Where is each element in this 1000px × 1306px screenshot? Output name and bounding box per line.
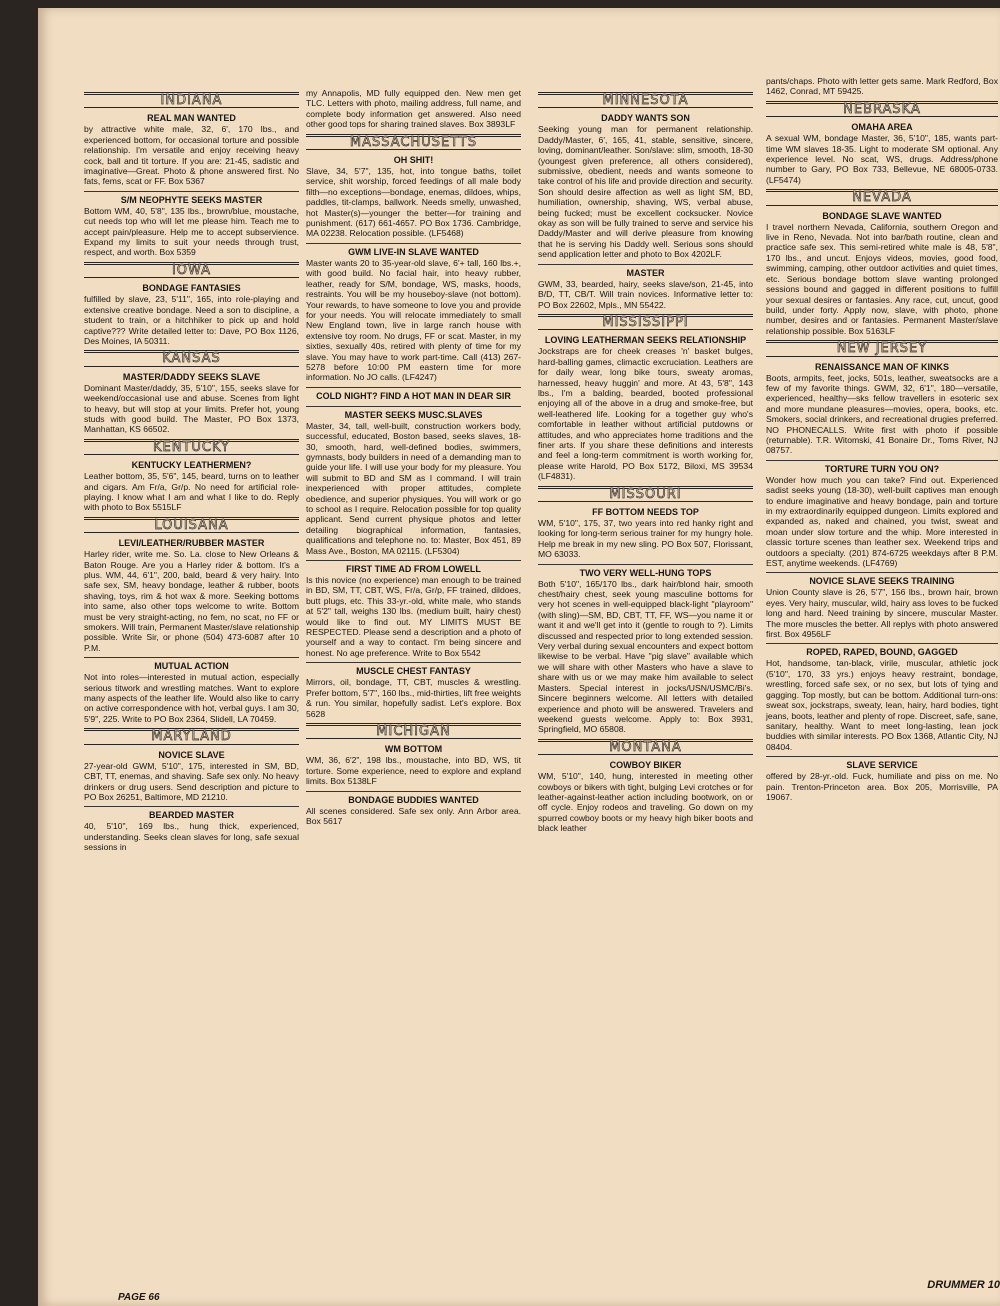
ad-title: SLAVE SERVICE bbox=[846, 760, 918, 771]
ad-separator bbox=[306, 791, 521, 792]
classified-ad bbox=[766, 211, 998, 336]
ad-title: S/M NEOPHYTE SEEKS MASTER bbox=[120, 194, 263, 205]
classified-ad bbox=[306, 391, 521, 402]
ad-title: LOVING LEATHERMAN SEEKS RELATIONSHIP bbox=[544, 335, 747, 346]
ad-body: Both 5'10", 165/170 lbs., dark hair/blond hair, smooth chest/hairy chest, seek young masculine bottoms for very hot scenes in well-equipped black-light "playroom" (with sling)—SM, BD, CBT, TT, FF, WS—you name it or want it and we'll get into it (gentle to rough to ?). Limits discussed and respected prior to long extended session. Very verbal during sexual encounters and expect bottom likewise to be verbal. Have "pig slave" available which we will share with other Masters who have a slave to share with us or we may make him available to select Masters. Special interest in jocks/USN/USMC/Bi's. Sincere beginners welcome. All letters with detailed experience and photo will be answered. Travelers and weekend guests welcome. Apply to: Box 3931, Springfield, MO 65808. bbox=[538, 578, 753, 735]
ad-body: Master, 34, tall, well-built, construction workers body, successful, educated, Boston based, seeks slaves, 18-30, smooth, hard, well-defined bodies, swimmers, gymnasts, body builders in need of a demanding man to guide your life. I will use your body for my pleasure. You will submit to BD and SM as I command. I will train inexperienced with proper attitudes, complete obedience, and superior physiques. You will work or go to school as I require. Relocation possible for top quality applicant. Send current physique photos and letter detailing biographical information, fantasies, qualifications and telephone no. to: Master, Box 451, 89 Mass Ave., Boston, MA 02115. (LF5304) bbox=[306, 420, 521, 556]
classified-ad bbox=[306, 666, 521, 719]
column-3 bbox=[538, 88, 753, 838]
state-heading: MISSISSIPPI bbox=[538, 314, 753, 330]
ad-separator bbox=[84, 657, 299, 658]
ad-title: MUSCLE CHEST FANTASY bbox=[356, 666, 471, 677]
ad-title: TORTURE TURN YOU ON? bbox=[824, 463, 940, 474]
ad-title: BEARDED MASTER bbox=[148, 810, 234, 821]
ad-separator bbox=[84, 806, 299, 807]
ad-body: Master wants 20 to 35-year-old slave, 6'+ tall, 160 lbs.+, with good build. No facial hair, into heavy rubber, leather, ready for S/M, bondage, WS, masks, hoods, restraints. You will be my houseboy-slave (not bottom). Your rewards, to have someone to love you and provide for your needs. You will relocate immediately to small New England town, live in large ranch house with extensive toy room. No drugs, FF or scat. Master, in my sixties, sexually 40s, retired with plenty of time for my slave. You may have to work part-time. Call (413) 267-5278 before 10:00 PM eastern time for more information. No JO calls. (LF4247) bbox=[306, 257, 521, 383]
classified-ad bbox=[306, 410, 521, 556]
state-heading: KANSAS bbox=[84, 350, 299, 366]
state-heading: MASSACHUSETTS bbox=[306, 134, 521, 150]
classified-ad bbox=[766, 647, 998, 752]
ad-title: LEVI/LEATHER/RUBBER MASTER bbox=[118, 538, 265, 549]
classified-ad bbox=[538, 507, 753, 560]
classified-ad bbox=[538, 335, 753, 481]
ad-title: OMAHA AREA bbox=[851, 122, 913, 133]
classified-ad bbox=[766, 362, 998, 456]
magazine-page bbox=[38, 8, 1000, 1306]
ad-separator bbox=[306, 662, 521, 663]
ad-title: MUTUAL ACTION bbox=[154, 661, 229, 672]
ad-title: REAL MAN WANTED bbox=[147, 113, 236, 124]
ad-separator bbox=[84, 191, 299, 192]
ad-body: Wonder how much you can take? Find out. Experienced sadist seeks young (18-30), well-built captives man enough to endure imaginative and heavy bondage, pain and torture in my extraordinarily equipped dungeon. Limits explored and expanded as, naked and chained, you twist, sweat and moan under slow torture and the whip. More interested in classic torture scenes than leather sex. Weekend trips and outdoors a specialty. (201) 874-6725 weekdays after 8 P.M. EST, anytime weekends. (LF4769) bbox=[766, 474, 998, 569]
classified-ad bbox=[306, 88, 521, 130]
state-heading: NEW JERSEY bbox=[766, 340, 998, 356]
ad-body: I travel northern Nevada, California, southern Oregon and live in Reno, Nevada. Not into bar/bath routine, clean and practice safe sex. This semi-retired white male is 48, 5'8", 170 lbs., and uncut. Enjoys videos, movies, good food, swimming, camping, other outdoor activities and quiet times, etc. Serious bondage bottom slave wanting prolonged sessions bound and gagged in different positions to fulfill your sexual desires or fantasies. Any race, cut, uncut, good build, under forty. Apply now, slave, with photo, phone number, desires and or fantasies. Permanent Master/slave relationship possible. Box 5163LF bbox=[766, 221, 998, 336]
ad-body: Union County slave is 26, 5'7", 156 lbs., brown hair, brown eyes. Very hairy, muscular, wild, hairy ass loves to be fucked long and hard. Need training by sincere, muscular Master. The more muscles the better. All replys with photo answered first. Box 4956LF bbox=[766, 587, 998, 640]
ad-body: pants/chaps. Photo with letter gets same. Mark Redford, Box 1462, Conrad, MT 59425. bbox=[766, 76, 998, 97]
state-heading: LOUISANA bbox=[84, 517, 299, 533]
ad-body: Dominant Master/daddy, 35, 5'10", 155, seeks slave for weekend/occasional use and abuse. Scenes from light to heavy, but will stop at your limits. Prefer hot, young studs with good build. The Master, PO Box 1373, Manhattan, KS 66502. bbox=[84, 382, 299, 435]
ad-title: NOVICE SLAVE bbox=[158, 749, 225, 760]
ad-title: COLD NIGHT? FIND A HOT MAN IN DEAR SIR bbox=[316, 390, 511, 401]
ad-body: Not into roles—interested in mutual action, especially serious titwork and wrestling matches. Want to explore many aspects of the leather life. Would also like to carry on active correspondence with hot, verbal guys. I am 30, 5'9", 225. Write to PO Box 2364, Slidell, LA 70459. bbox=[84, 672, 299, 724]
classified-ad bbox=[538, 268, 753, 310]
ad-body: offered by 28-yr.-old. Fuck, humiliate and piss on me. No pain. Trenton-Princeton area. Box 205, Morrisville, PA 19067. bbox=[766, 771, 998, 802]
classified-ad bbox=[84, 810, 299, 852]
ad-title: MASTER SEEKS MUSC.SLAVES bbox=[344, 409, 483, 420]
ad-body: WM, 5'10", 140, hung, interested in meeting other cowboys or bikers with tight, bulging Levi crotches or for leather-against-leather action including bootwork, on or off cycle. Enjoy rodeos and traveling. Go down on my spurred cowboy boots or my heavy high biker boots and black leather bbox=[538, 771, 753, 834]
state-heading: MICHIGAN bbox=[306, 723, 521, 739]
ad-title: MASTER/DADDY SEEKS SLAVE bbox=[122, 371, 261, 382]
state-heading: IOWA bbox=[84, 262, 299, 278]
ad-separator bbox=[766, 756, 998, 757]
magazine-name: DRUMMER 10 bbox=[927, 1279, 1000, 1291]
state-heading: MARYLAND bbox=[84, 728, 299, 744]
ad-body: my Annapolis, MD fully equipped den. New men get TLC. Letters with photo, mailing address, full name, and complete body information get answered. Also need other good tops for sharing trained slaves. Box 3893LF bbox=[306, 88, 521, 130]
ad-separator bbox=[538, 264, 753, 265]
classified-ad bbox=[84, 195, 299, 258]
classified-ad bbox=[84, 750, 299, 803]
state-heading: INDIANA bbox=[84, 92, 299, 108]
ad-title: KENTUCKY LEATHERMEN? bbox=[131, 460, 252, 471]
column-1 bbox=[84, 88, 299, 857]
classified-ad bbox=[306, 155, 521, 239]
classified-ad bbox=[538, 760, 753, 833]
classified-ad bbox=[538, 568, 753, 735]
ad-separator bbox=[538, 564, 753, 565]
ad-body: Bottom WM, 40, 5'8", 135 lbs., brown/blue, moustache, cut needs top who will let me please him. Teach me to accept pain/pleasure. Help me to accept subservience. Expand my limits to suit your needs through trust, respect, and worth. Box 5359 bbox=[84, 205, 299, 258]
ad-title: BONDAGE BUDDIES WANTED bbox=[348, 794, 479, 805]
ad-title: ROPED, RAPED, BOUND, GAGGED bbox=[806, 647, 958, 658]
classified-ad bbox=[766, 76, 998, 97]
ad-body: fulfilled by slave, 23, 5'11", 165, into role-playing and extensive creative bondage. Need a son to discipline, a student to train, or a hitchhiker to pick up and hold captive??? Write detailed letter to: Dave, PO Box 1126, Des Moines, IA 50311. bbox=[84, 294, 299, 346]
classified-ad bbox=[766, 464, 998, 569]
classified-ad bbox=[766, 576, 998, 639]
classified-ad bbox=[538, 113, 753, 259]
ad-body: GWM, 33, bearded, hairy, seeks slave/son, 21-45, into B/D, TT, CB/T. Will train novices. Informative letter to: PO Box 22602, Mpls., MN 55422. bbox=[538, 278, 753, 310]
ad-separator bbox=[306, 387, 521, 388]
page-number: PAGE 66 bbox=[118, 1292, 160, 1303]
ad-title: NOVICE SLAVE SEEKS TRAINING bbox=[809, 576, 955, 587]
classified-ad bbox=[306, 247, 521, 383]
ad-title: WM BOTTOM bbox=[384, 744, 443, 755]
classified-ad bbox=[84, 460, 299, 513]
column-2 bbox=[306, 88, 521, 830]
column-4 bbox=[766, 76, 998, 806]
ad-body: WM, 36, 6'2", 198 lbs., moustache, into BD, WS, tit torture. Some experience, need to explore and expland limits. Box 5138LF bbox=[306, 755, 521, 787]
ad-title: FF BOTTOM NEEDS TOP bbox=[592, 507, 699, 517]
ad-separator bbox=[766, 572, 998, 573]
ad-body: Boots, armpits, feet, jocks, 501s, leather, sweatsocks are a few of my favorite things. GWM, 32, 6'1", 180—versatile, experienced, healthy—sks fellow travellers in esoteric sex and more mundane pleasures—movies, opera, books, etc. Smokers, social drinkers, and recreational drugies preferred. NO PHONECALLS. Write first with photo if possible (returnable). T.R. Witomski, 41 Bonaire Dr., Toms River, NJ 08757. bbox=[766, 372, 998, 456]
state-heading: NEBRASKA bbox=[766, 101, 998, 117]
classified-ad bbox=[306, 564, 521, 658]
classified-ad bbox=[306, 744, 521, 786]
ad-body: by attractive white male, 32, 6', 170 lbs., and experienced bottom, for occasional torture and possible relationship. I'm versatile and enjoy receiving heavy cock, ball and tit torture. If you are: 21-45, sadistic and imaginative—Great. Photo & phone answered first. No fats, fems, scat or FF. Box 5367 bbox=[84, 124, 299, 187]
ad-body: Harley rider, write me. So. La. close to New Orleans & Baton Rouge. Are you a Harley rider & bottom. It's a plus. WM, 44, 6'1", 200, bald, beard & very hairy. Into safe sex, SM, heavy bondage, leather & rubber, boots shaving, toys, rim & hot wax & more. Seeking bottoms into same, also other tops welcome to write. Bottom must be very straight-acting, no fem, no scat, no FF or smokers. Will train, Permanent Master/slave relationship possible. Write Sir, or phone (504) 473-6087 after 10 P.M. bbox=[84, 549, 299, 653]
state-heading: KENTUCKY bbox=[84, 439, 299, 455]
ad-body: Jockstraps are for cheek creases 'n' basket bulges, hard-balling games, climactic excruciation. Leathers are for daily wear, long bike tours, sweaty aromas, harnessed, heavy huggin' and more. At 43, 5'8", 143 lbs., I'm a balding, bearded, booted professional enjoying all of the above in a drug and smoke-free, but well-leathered life. Looking for a together guy who's comfortable in leather without artificial putdowns or attitudes, and who appreciates home traditions and the finer arts. If you share these definitions and interests and feel a long-term commitment is worth working for, please write Harold, PO Box 5172, Biloxi, MS 39534 (LF4831). bbox=[538, 346, 753, 482]
classified-ad bbox=[84, 661, 299, 724]
ad-separator bbox=[766, 460, 998, 461]
classified-ad bbox=[766, 122, 998, 185]
ad-body: 40, 5'10", 169 lbs., hung thick, experienced, understanding. Seeks clean slaves for long, safe sexual sessions in bbox=[84, 821, 299, 853]
ad-title: FIRST TIME AD FROM LOWELL bbox=[346, 564, 481, 575]
classified-ad bbox=[84, 372, 299, 435]
ad-separator bbox=[766, 643, 998, 644]
ad-body: A sexual WM, bondage Master, 36, 5'10", 185, wants part-time WM slaves 18-35. Light to moderate SM optional. Any experience level. No scat, WS, drugs. Address/phone number to Gary, PO Box 733, Bellevue, NE 68005-0733. (LF5474) bbox=[766, 133, 998, 185]
ad-body: Slave, 34, 5'7", 135, hot, into tongue baths, toilet service, shit worship, forced feedings of all male body filth—no exceptions—bondage, enemas, dildoes, whips, paddles, tit-clamps, ballwork. Needs smelly, unwashed, hot Master(s)—younger the better—for training and punishment. (617) 661-4657. PO Box 1736. Cambridge, MA 02238. Relocation possible. (LF5468) bbox=[306, 166, 521, 239]
ad-title: BONDAGE SLAVE WANTED bbox=[822, 210, 942, 221]
state-heading: MISSOURI bbox=[538, 486, 753, 502]
ad-body: 27-year-old GWM, 5'10", 175, interested in SM, BD, CBT, TT, enemas, and shaving. Safe sex only. No heavy drinkers or drug users. Send description and picture to PO Box 26251, Baltimore, MD 21210. bbox=[84, 760, 299, 802]
ad-title: DADDY WANTS SON bbox=[601, 113, 690, 124]
ad-body: WM, 5'10", 175, 37, two years into red hanky right and looking for long-term serious trainer for my hungry hole. Help me break in my new sling. PO Box 507, Florissant, MO 63033. bbox=[538, 518, 753, 560]
ad-title: BONDAGE FANTASIES bbox=[142, 283, 241, 294]
ad-separator bbox=[306, 406, 521, 407]
ad-title: RENAISSANCE MAN OF KINKS bbox=[814, 361, 949, 372]
state-heading: NEVADA bbox=[766, 189, 998, 205]
state-heading: MINNESOTA bbox=[538, 92, 753, 108]
ad-title: TWO VERY WELL-HUNG TOPS bbox=[579, 567, 712, 578]
ad-separator bbox=[306, 560, 521, 561]
ad-title: COWBOY BIKER bbox=[609, 760, 682, 771]
ad-body: Hot, handsome, tan-black, virile, muscular, athletic jock (5'10", 170, 33 yrs.) enjoys heavy restraint, bondage, wrestling, forced safe sex, or no sex, but lots of tying and gagging. Top mostly, but can be bottom. Additional turn-ons: sweat sox, jockstraps, sweaty, lean, hairy, hard bodies, tight jeans, boots, leather and plenty of rope. Discreet, safe, sane, sanitary, healthy. Want to meet long-lasting, lean jock buddies with similar interests. PO Box 1368, Atlantic City, NJ 08404. bbox=[766, 658, 998, 752]
state-heading: MONTANA bbox=[538, 739, 753, 755]
classified-ad bbox=[306, 795, 521, 827]
classified-ad bbox=[84, 283, 299, 346]
ad-body: All scenes considered. Safe sex only. Ann Arbor area. Box 5617 bbox=[306, 805, 521, 826]
ad-separator bbox=[306, 243, 521, 244]
ad-title: GWM LIVE-IN SLAVE WANTED bbox=[348, 246, 479, 257]
ad-title: OH SHIT! bbox=[393, 155, 434, 166]
ad-body: Mirrors, oil, bondage, TT, CBT, muscles & wrestling. Prefer bottom, 5'7", 160 lbs., mid-thirties, lift free weights & run. You similar, hopefully sadist. Let's explore. Box 5628 bbox=[306, 677, 521, 719]
ad-body: Seeking young man for permanent relationship. Daddy/Master, 6', 165, 41, stable, sensitive, sincere, loving, dominant/leather. Son/slave: slim, smooth, 18-30 (youngest given preference, all others considered), submissive, obedient, needs and wants someone to take control of his life and provide direction and security. Son should desire affection as well as light SM, BD, humiliation, ownership, shaving, WS, verbal abuse, being fucked; must be excellent cocksucker. Novice okay as son will be fully trained to serve and service his Daddy/Master and will derive pleasure from knowing that he is serving his Daddy well. Serious sons should send application letter and photo to Box 4202LF. bbox=[538, 124, 753, 260]
ad-body: Is this novice (no experience) man enough to be trained in BD, SM, TT, CBT, WS, Fr/a, Gr/p, FF trained, dildoes, butt plugs, etc. This 33-yr.-old, white male, who stands at 5'2" tall, weighs 130 lbs. (medium built, hairy chest) would like to find out. MY LIMITS MUST BE RESPECTED. Please send a description and a photo of yourself and a way to contact. I'm being sincere and honest. No age preference. Write to Box 5542 bbox=[306, 575, 521, 658]
classified-ad bbox=[84, 538, 299, 653]
classified-ad bbox=[84, 113, 299, 186]
ad-title: MASTER bbox=[626, 267, 665, 278]
ad-body: Leather bottom, 35, 5'6", 145, beard, turns on to leather and cigars. Am Fr/a, Gr/p. No need for artificial role-playing. I know what I am and what I like to do. Reply with photo to Box 5515LF bbox=[84, 471, 299, 513]
classified-ad bbox=[766, 760, 998, 802]
